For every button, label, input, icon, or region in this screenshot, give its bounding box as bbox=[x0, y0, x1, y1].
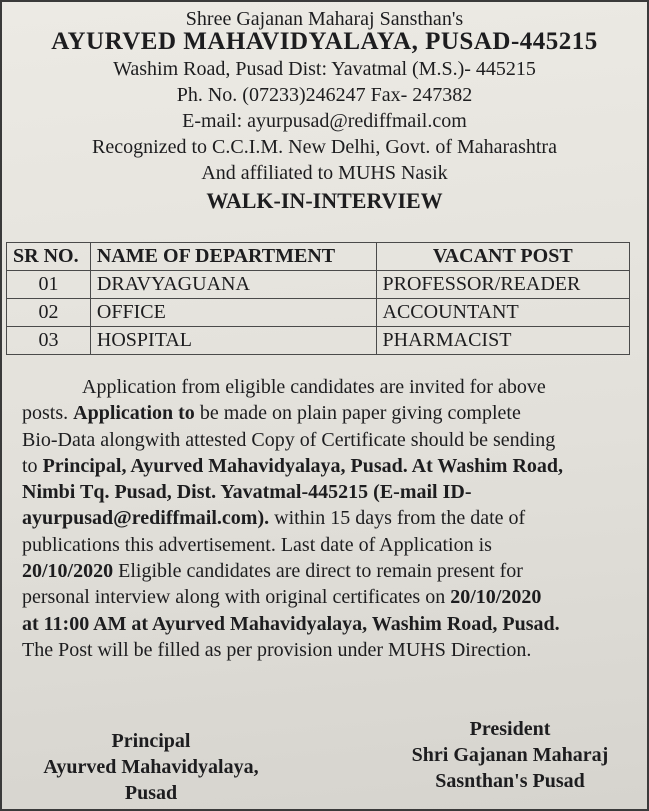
sr-no-cell: 02 bbox=[7, 299, 91, 327]
president-signature-block bbox=[390, 716, 630, 794]
column-header-sr-no: SR NO. bbox=[7, 243, 91, 271]
department-cell: HOSPITAL bbox=[90, 327, 376, 355]
body-line: Bio-Data alongwith attested Copy of Certificate should be sending bbox=[22, 428, 556, 451]
vacancy-table bbox=[6, 242, 630, 355]
college-name: AYURVED MAHAVIDYALAYA, PUSAD-445215 bbox=[51, 28, 598, 55]
college-phone: Ph. No. (07233)246247 Fax- 247382 bbox=[176, 84, 473, 106]
college-address: Washim Road, Pusad Dist: Yavatmal (M.S.)- 445215 bbox=[113, 58, 536, 80]
table-row bbox=[7, 299, 630, 327]
body-line: ayurpusad@rediffmail.com). within 15 days from the date of bbox=[22, 507, 526, 530]
body-line: The Post will be filled as per provision under MUHS Direction. bbox=[22, 638, 532, 661]
department-cell: DRAVYAGUANA bbox=[90, 271, 376, 299]
body-line: personal interview along with original certificates on 20/10/2020 bbox=[22, 586, 542, 609]
body-line: publications this advertisement. Last date of Application is bbox=[22, 533, 492, 556]
signatory-org: Ayurved Mahavidyalaya, bbox=[43, 756, 259, 778]
column-header-department: NAME OF DEPARTMENT bbox=[90, 243, 376, 271]
signatory-title: President bbox=[469, 718, 551, 740]
body-line: 20/10/2020 Eligible candidates are direct to remain present for bbox=[22, 560, 523, 583]
department-cell: OFFICE bbox=[90, 299, 376, 327]
signatory-org: Shri Gajanan Maharaj bbox=[411, 744, 609, 766]
notice-body bbox=[22, 374, 637, 663]
body-line: posts. Application to be made on plain paper giving complete bbox=[22, 402, 521, 425]
notice-title: WALK-IN-INTERVIEW bbox=[206, 188, 443, 213]
table-row bbox=[7, 271, 630, 299]
vacant-post-cell: PHARMACIST bbox=[376, 327, 630, 355]
body-line: Application from eligible candidates are invited for above bbox=[82, 376, 546, 398]
sansthan-name: Shree Gajanan Maharaj Sansthan's bbox=[185, 8, 464, 30]
body-line: to Principal, Ayurved Mahavidyalaya, Pusad. At Washim Road, bbox=[22, 454, 564, 477]
table-header-row bbox=[7, 243, 630, 271]
vacant-post-cell: PROFESSOR/READER bbox=[376, 271, 630, 299]
signatory-place: Pusad bbox=[124, 782, 178, 804]
principal-signature-block bbox=[26, 728, 276, 806]
body-line: at 11:00 AM at Ayurved Mahavidyalaya, Washim Road, Pusad. bbox=[22, 612, 560, 635]
vacant-post-cell: ACCOUNTANT bbox=[376, 299, 630, 327]
column-header-vacant-post: VACANT POST bbox=[376, 243, 630, 271]
body-line: Nimbi Tq. Pusad, Dist. Yavatmal-445215 (E-mail ID- bbox=[22, 481, 472, 504]
signatory-title: Principal bbox=[111, 730, 191, 752]
table-row bbox=[7, 327, 630, 355]
sr-no-cell: 01 bbox=[7, 271, 91, 299]
sr-no-cell: 03 bbox=[7, 327, 91, 355]
recognition-line: Recognized to C.C.I.M. New Delhi, Govt. of Maharashtra bbox=[92, 136, 557, 158]
college-email: E-mail: ayurpusad@rediffmail.com bbox=[182, 110, 467, 132]
signatory-place: Sasnthan's Pusad bbox=[435, 770, 585, 792]
affiliation-line: And affiliated to MUHS Nasik bbox=[201, 162, 448, 184]
